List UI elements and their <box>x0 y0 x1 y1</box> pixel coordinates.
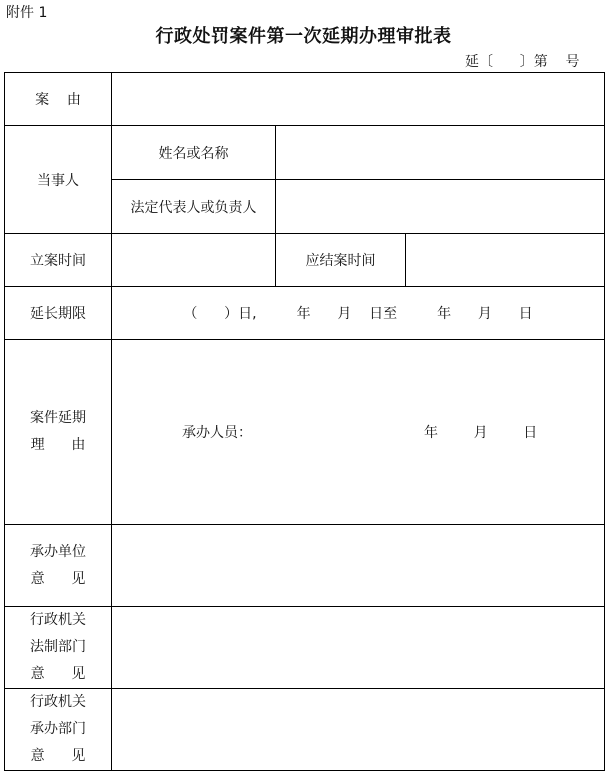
party-name-row <box>5 126 605 180</box>
party-name-field[interactable] <box>276 126 605 180</box>
document-number: 延〔 〕第 号 <box>465 54 580 70</box>
unit-opinion-label <box>5 525 112 607</box>
due-time-label: 应结案时间 <box>276 234 406 287</box>
dept-opinion-field[interactable] <box>112 689 605 771</box>
reason-field[interactable] <box>112 340 605 525</box>
extension-period-field[interactable]: （ ）日, 年 月 日至 年 月 日 <box>112 287 605 340</box>
unit-label-line2: 意 见 <box>30 570 86 587</box>
filing-time-field[interactable] <box>112 234 276 287</box>
legal-opinion-field[interactable] <box>112 607 605 689</box>
reason-row <box>5 340 605 525</box>
reason-label <box>5 340 112 525</box>
case-cause-label: 案 由 <box>5 73 112 126</box>
handler-label: 承办人员： <box>182 425 252 441</box>
legal-opinion-row <box>5 607 605 689</box>
page-title: 行政处罚案件第一次延期办理审批表 <box>155 26 452 47</box>
party-rep-label: 法定代表人或负责人 <box>112 180 276 234</box>
extension-row <box>5 287 605 340</box>
approval-form-table <box>4 72 605 771</box>
legal-label-line3: 意 见 <box>30 666 86 682</box>
case-cause-field[interactable] <box>112 73 605 126</box>
time-row <box>5 234 605 287</box>
party-name-label: 姓名或名称 <box>112 126 276 180</box>
unit-label-line1: 承办单位 <box>30 543 86 560</box>
legal-opinion-label <box>5 607 112 689</box>
dept-opinion-row <box>5 689 605 771</box>
dept-label-line1: 行政机关 <box>30 694 86 710</box>
case-cause-row <box>5 73 605 126</box>
handler-date: 年 月 日 <box>424 425 538 441</box>
dept-label-line3: 意 见 <box>30 748 86 764</box>
unit-opinion-row <box>5 525 605 607</box>
filing-time-label: 立案时间 <box>5 234 112 287</box>
dept-label-line2: 承办部门 <box>30 721 86 737</box>
unit-opinion-field[interactable] <box>112 525 605 607</box>
reason-label-line1: 案件延期 <box>30 410 86 426</box>
party-label: 当事人 <box>5 126 112 234</box>
extension-label: 延长期限 <box>5 287 112 340</box>
dept-opinion-label <box>5 689 112 771</box>
party-rep-field[interactable] <box>276 180 605 234</box>
due-time-field[interactable] <box>406 234 605 287</box>
legal-label-line1: 行政机关 <box>30 612 86 628</box>
annex-label: 附件 1 <box>6 5 48 21</box>
legal-label-line2: 法制部门 <box>30 639 86 655</box>
reason-label-line2: 理 由 <box>30 437 86 453</box>
